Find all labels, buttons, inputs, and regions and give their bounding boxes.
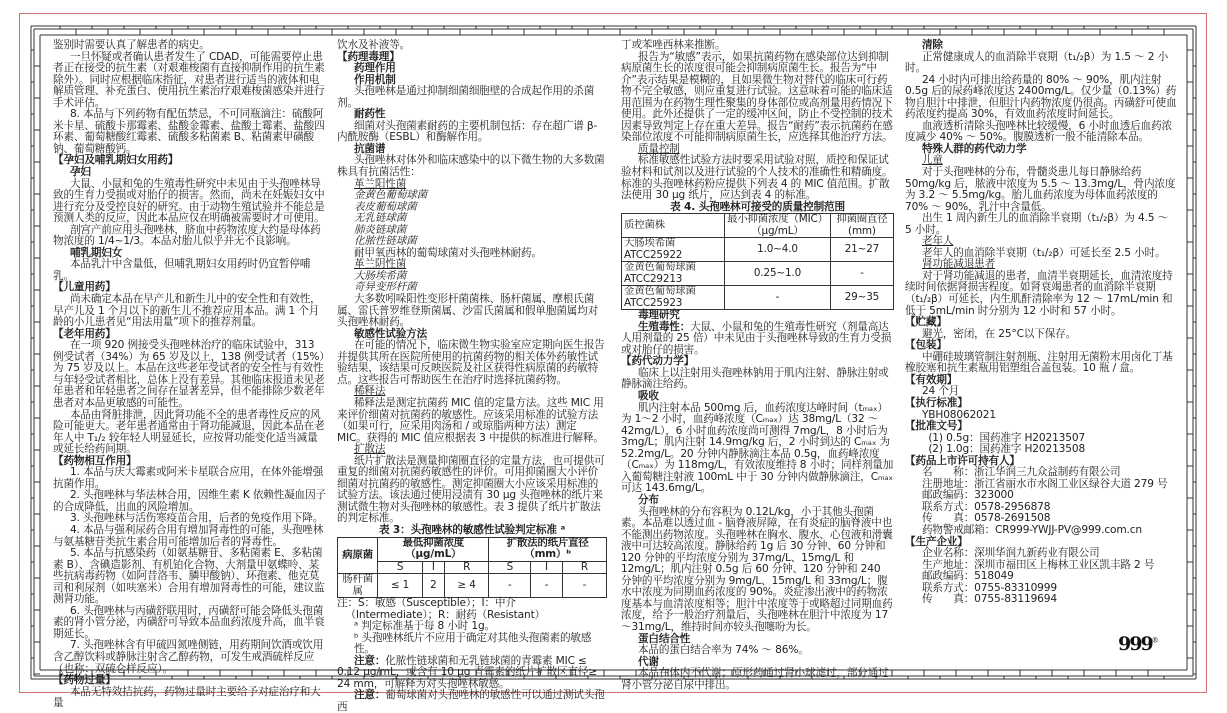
info-line: 邮政编码：518049 (921, 570, 1014, 583)
subheading: 作用机制 (353, 73, 396, 86)
info-line: 邮政编码：323000 (921, 489, 1014, 502)
paragraph: 本品乳汁中含量低，但哺乳期妇女用药时仍宜暂停哺乳。 (53, 258, 311, 282)
paragraph: 6. 头孢唑林与丙磺舒联用时，丙磺舒可能会降低头孢菌素的肾小管分泌，丙磺舒可导致本品血药浓度升高，血半衰期延长。 (53, 604, 325, 640)
underlined-subheading: 稀释法 (353, 385, 386, 398)
section-heading: 【有效期】 (905, 373, 958, 386)
section-heading: 【药物相互作用】 (53, 454, 137, 467)
info-line: 联系方式：0578-2956878 (921, 500, 1051, 513)
underlined-subheading: 扩散法 (353, 443, 386, 456)
table-cell: 大肠埃希菌 ATCC25922 (622, 238, 725, 262)
subheading: 清除 (921, 39, 943, 51)
table-3-caption: 表 3：头孢唑林的敏感性试验判定标准 ᵃ (378, 523, 566, 536)
subheader-cell: S (489, 561, 531, 574)
paragraph: 头孢唑林的分布容积为 0.12L/kg，小于其他头孢菌素。本品难以透过血 - 脑脊液屏障，在有炎症的脑脊液中也不能测出药物浓度。头孢唑林在胸水、腹水、心包液和滑囊液中可达较高浓度。静脉给药 1g 后 30 分钟、60 分钟和 120 分钟的平均浓度分别为 37mg/L、15mg/L 和 12mg/L；肌内注射 0.5g 后 60 分钟、120 分钟和 240 分钟的平均浓度分别为 9mg/L、15mg/L 和 33mg/L；腹水中浓度为同期血药浓度的 90%。炎症渗出液中的药物浓度基本与血清浓度相等；胆汁中浓度等于或略超过同期血药浓度，给予一般治疗剂量后，头孢唑林在胆汁中浓度为 17～31mg/L，维持时间亦较头孢噻吩为长。 (621, 505, 893, 633)
organism-name: 无乳链球菌 (353, 212, 407, 225)
section-heading: 【包装】 (905, 339, 947, 352)
subheading: 代谢 (637, 655, 659, 668)
table-cell: - (830, 262, 893, 286)
paragraph-text: 化脓性链球菌和无乳链球菌的青霉素 MIC ≤ 0.12 μg/mL，或含有 10 μg 青霉素的纸片扩散区直径≥ 24 mm，可解释为对头孢唑林敏感。 (337, 654, 598, 690)
info-line: 生产地址：深圳市福田区上梅林工业区凯丰路 2 号 (921, 558, 1155, 571)
paragraph: 细菌对头孢菌素耐药的主要机制包括：存在超广谱 β- 内酰胺酶（ESBL）和酶解作用。 (337, 119, 598, 144)
info-line: YBH08062021 (921, 408, 996, 421)
approval-number: (1) 0.5g：国药准字 H20213507 (928, 431, 1086, 444)
organism-name: 化脓性链球菌 (353, 235, 417, 248)
paragraph: 耐甲氧西林的葡萄球菌对头孢唑林耐药。 (353, 246, 542, 259)
underlined-subheading: 革兰阳性菌 (353, 177, 407, 190)
table-3 (337, 537, 607, 599)
header-cell: 抑菌圈直径(mm) (830, 214, 893, 238)
paragraph: 剖宫产前应用头孢唑林，脐血中药物浓度大约是母体药物浓度的 1/4~1/3。本品对胎儿似乎并无不良影响。 (53, 223, 321, 248)
subheading: 孕妇 (69, 166, 91, 179)
subheading: 药理作用 (353, 62, 396, 75)
section-heading: 【药品上市许可持有人】 (905, 454, 1020, 467)
paragraph: 5. 本品与抗感染药（如氨基糖苷、多粘菌素 E、多粘菌素 B）、含碘造影剂、有机铂化合物、大剂量甲氨蝶呤、某些抗病毒药物（如阿昔洛韦、膦甲酸钠）、环孢素、他克莫司和利尿剂（如呋塞米）合用有增加肾毒性的可能，建议监测肾功能。 (53, 547, 325, 606)
section-heading: 【生产企业】 (905, 535, 968, 548)
underlined-subheading: 质量控制 (637, 142, 680, 155)
organism-name: 奇异变形杆菌 (353, 281, 417, 294)
info-line: 联系方式：0755-83310999 (921, 581, 1057, 594)
section-heading: 【老年用药】 (53, 327, 116, 340)
column-2 (337, 40, 607, 713)
info-line: 注册地址：浙江省丽水市水阁工业区绿谷大道 279 号 (921, 477, 1168, 490)
bold-lead: 注意： (353, 689, 386, 702)
logo-text: 999 (1118, 633, 1152, 655)
paragraph: 1. 本品与庆大霉素或阿米卡星联合应用，在体外能增强抗菌作用。 (53, 466, 324, 490)
subheading: 吸收 (637, 390, 659, 403)
header-pathogen: 病原菌 (338, 537, 378, 574)
info-line: 名 称：浙江华润三九众益制药有限公司 (921, 466, 1121, 479)
table-cell: 金黄色葡萄球菌 ATCC25923 (622, 286, 725, 310)
table-header-row (622, 214, 894, 238)
paragraph: 肌内注射本品 500mg 后，血药浓度达峰时间（tₘₐₓ）为 1～2 小时，血药峰浓度（Cₘₐₓ）达 38mg/L（32 ～ 42mg/L），6 小时血药浓度尚可测得 7mg/L，8 小时后为 3mg/L；肌内注射 14.9mg/kg 后，2 小时到达的 Cₘₐₓ 为 52.2mg/L。20 分钟内静脉滴注本品 0.5g，血药峰浓度（Cₘₐₓ）为 118mg/L，有效浓度维持 8 小时；同样剂量加入葡萄糖注射液 100mL 中于 30 分钟内做静脉滴注，Cₘₐₓ 可达 143.6mg/L。 (621, 401, 894, 495)
bold-lead: 生殖毒性： (637, 320, 691, 333)
table-row (622, 262, 894, 286)
paragraph: 避光，密闭，在 25°C以下保存。 (921, 327, 1077, 340)
table-4 (621, 213, 894, 310)
paragraph: 报告为“敏感”表示，如果抗菌药物在感染部位达到抑制病原菌生长的浓度很可能会抑制病原菌生长。报告为“中介”表示结果是模糊的，且如果微生物对替代的临床可行药物不完全敏感，则应重复进行试验。这意味着可能的临床适用范围为在药物生理性聚集的身体部位或高剂量用药情况下使用。此外还提供了一定的缓冲区间，防止不受控制的技术因素导致判定上存在重大差异。报告“耐药”表示抗菌药在感染部位浓度不可能抑制病原菌生长，应选择其他治疗方法。 (621, 50, 893, 144)
table-cell: 0.25~1.0 (725, 262, 831, 286)
paragraph: 头孢唑林是通过抑制细菌细胞壁的合成起作用的杀菌剂。 (337, 85, 595, 109)
paragraph-text: 大鼠、小鼠和兔的生殖毒性研究（剂量高达人用剂量的 25 倍）中未见由于头孢唑林导致的生育力受损或对胎仔的损害。 (621, 320, 892, 356)
paragraph: 大鼠、小鼠和兔的生殖毒性研究中未见由于头孢唑林导致的生育力受损或对胎仔的损害。然而，尚未在妊娠妇女中进行充分及受控良好的研究。由于动物生殖试验并不能总是预测人类的反应，因此本品应仅在明确被需要时才可使用。 (53, 177, 325, 225)
paragraph: 尚未确定本品在早产儿和新生儿中的安全性和有效性，早产儿及 1 个月以下的新生儿不推荐应用本品。满 1 个月龄的小儿患者见“用法用量”项下的推荐剂量。 (53, 293, 321, 329)
organism-name: 肺炎链球菌 (353, 223, 407, 236)
paragraph: 本品在体内不代谢；原形药通过肾小球滤过，部分通过肾小管分泌自尿中排出。 (621, 667, 889, 691)
paragraph: 4. 本品与强利尿药合用有增加肾毒性的可能，头孢唑林与氨基糖苷类抗生素合用可能增加后者的肾毒性。 (53, 523, 324, 548)
section-heading: 【批准文号】 (905, 420, 968, 433)
table-row (622, 238, 894, 262)
info-line: 传 真：0578-2691508 (921, 512, 1051, 525)
subheader-cell: I (531, 561, 562, 574)
paragraph-continued: 丁或苯唑西林来推断。 (621, 39, 726, 51)
subheader-cell: I (422, 561, 444, 574)
subheader-cell: R (444, 561, 489, 574)
paragraph: 8. 本品与下列药物有配伍禁忌，不可同瓶滴注：硫酸阿米卡星、硫酸卡那霉素、盐酸金霉素、盐酸土霉素、盐酸四环素、葡萄糖酸红霉素、硫酸多粘菌素 B、粘菌素甲磺酸钠、葡萄糖酸钙。 (53, 108, 325, 155)
subheading: 蛋白结合性 (637, 632, 691, 645)
paragraph: 头孢唑林对体外和临床感染中的以下微生物的大多数菌株具有抗菌活性： (337, 154, 605, 179)
paragraph: 一旦怀疑或者确认患者发生了 CDAD，可能需要停止患者正在接受的抗生素（对艰难梭菌有直接抑制作用的抗生素除外）。同时应根据临床指征，对患者进行适当的液体和电解质管理、补充蛋白、使用抗生素治疗艰难梭菌感染并进行手术评估。 (53, 50, 325, 109)
table-cell: 肠杆菌属 (338, 574, 378, 598)
table-cell: - (562, 574, 606, 598)
table-cell: - (489, 574, 531, 598)
table-4-block (621, 202, 894, 311)
paragraph (337, 656, 607, 691)
table-note: 注：S：敏感（Susceptible）；I：中介（Intermediate）；R：耐药（Resistant） (337, 597, 546, 621)
underlined-subheading: 肾功能减退患者 (921, 258, 996, 271)
approval-number: (2) 1.0g：国药准字 H20213508 (928, 443, 1086, 456)
subheading: 分布 (637, 493, 659, 506)
table-row (622, 286, 894, 310)
paragraph: 24 小时内可排出给药量的 80% ～ 90%，肌内注射 0.5g 后的尿药峰浓度达 2400mg/L。仅少量（0.13%）药物自胆汁中排泄，但胆汁内药物浓度仍很高。丙磺舒可使血药浓度约提高 30%，有效血药浓度时间延长。 (905, 73, 1177, 121)
footnote: ᵃ 判定标准基于每 8 小时 1g。 (353, 620, 496, 633)
paragraph-text: 葡萄球菌对头孢唑林的敏感性可以通过测试头孢西 (337, 689, 605, 713)
table-cell: - (531, 574, 562, 598)
table-cell: 2 (422, 574, 444, 598)
paragraph: 大多数吲哚阳性变形杆菌菌株、肠杆菌属、摩根氏菌属、雷氏普罗维登斯菌属、沙雷氏菌属和假单胞菌属均对头孢唑林耐药。 (337, 293, 599, 329)
section-heading: 【药物过量】 (53, 674, 116, 687)
section-heading: 【药理毒理】 (337, 50, 400, 63)
organism-name: 大肠埃希菌 (353, 269, 407, 282)
bold-lead: 注意： (353, 654, 386, 667)
paragraph: 3. 头孢唑林与活伤寒疫苗合用，后者的免疫作用下降。 (69, 512, 324, 525)
section-heading: 【执行标准】 (905, 396, 968, 409)
subheading: 毒理研究 (637, 309, 680, 322)
underlined-subheading: 革兰阴性菌 (353, 258, 407, 271)
paragraph: 出生 1 周内新生儿的血消除半衰期（t₁/₂β）为 4.5 ～ 5 小时。 (905, 212, 1169, 236)
paragraph: 对于肾功能减退的患者，血清半衰期延长，血清浓度持续时间依据肾损害程度。如肾衰竭患者的血消除半衰期（t₁/₂β）可延长，内生肌酐清除率为 12 ～ 17mL/min 和低于 5mL/min 时分别为 12 小时和 57 小时。 (905, 269, 1173, 317)
table-cell: 金黄色葡萄球菌 ATCC29213 (622, 262, 725, 286)
subheading: 特殊人群的药代动力学 (921, 142, 1027, 155)
paragraph-continued: 鉴别时需要认真了解患者的病史。 (53, 39, 210, 51)
paragraph-continued: 饮水及补液等。 (337, 39, 411, 51)
table-cell: 29~35 (830, 286, 893, 310)
subheader-cell: S (378, 561, 423, 574)
subheading: 敏感性试验方法 (353, 327, 428, 340)
paragraph: 血液透析清除头孢唑林比较缓慢，6 小时血透后血药浓度减少 40% ～ 50%。腹膜透析一般不能清除本品。 (905, 119, 1172, 144)
info-line: 24 个月 (921, 385, 960, 398)
table-cell: - (725, 286, 831, 310)
header-cell: 最小抑菌浓度（MIC）（μg/mL） (725, 214, 831, 238)
table-header-row (338, 537, 607, 561)
table-cell: ≤ 1 (378, 574, 423, 598)
paragraph: 本品的蛋白结合率为 74% ～ 86%。 (637, 644, 809, 657)
table-3-block (337, 525, 607, 598)
organism-name: 表皮葡萄球菌 (353, 200, 417, 213)
info-line: 药物警戒邮箱：CR999-YWJJ-PV@999.com.cn (921, 523, 1142, 536)
brand-logo-999 (1118, 633, 1159, 655)
paragraph: 稀释法是测定抗菌药 MIC 值的定量方法。这些 MIC 用来评价细菌对抗菌药的敏感性。应该采用标准的试验方法（如果可行，应采用肉汤和 / 或琼脂两种方法）测定 MIC。获得的 MIC 值应根据表 3 中提供的标准进行解释。 (337, 396, 604, 444)
section-heading: 【贮藏】 (905, 316, 947, 329)
column-3 (621, 40, 894, 691)
organism-name: 金黄色葡萄球菌 (353, 189, 428, 202)
table-row (338, 574, 607, 598)
paragraph: 老年人的血消除半衰期（t₁/₂β）可延长至 2.5 小时。 (921, 246, 1166, 259)
table-cell: ≥ 4 (444, 574, 489, 598)
section-heading: 【孕妇及哺乳期妇女用药】 (53, 154, 179, 167)
paragraph: 对于头孢唑林的分布，骨髓炎患儿每日静脉给药 50mg/kg 后，脓液中浓度为 5.5 ～ 13.3mg/L，骨内浓度为 3.2 ～ 5.5mg/kg。胎儿血药浓度为母体血药浓度的 70% ～ 90%，乳汁中含量低。 (905, 166, 1176, 213)
subheading: 抗菌谱 (353, 142, 386, 155)
paragraph: 在可能的情况下，临床微生物实验室应定期向医生报告并提供其所在医院所使用的抗菌药物的相关体外药敏性试验结果，该结果可反映医院及社区获得性病原菌的药敏特点。这些报告可帮助医生在治疗时选择抗菌药物。 (337, 339, 605, 386)
footnote: ᵇ 头孢唑林纸片不应用于确定对其他头孢菌素的敏感性。 (353, 631, 592, 656)
header-mic: 最低抑菌浓度（μg/mL） (378, 537, 489, 561)
subheading: 耐药性 (353, 108, 386, 121)
section-heading: 【儿童用药】 (53, 281, 116, 294)
column-4 (905, 40, 1177, 606)
paragraph: 2. 头孢唑林与华法林合用，因维生素 K 依赖性凝血因子的合成降低，出血的风险增加。 (53, 489, 326, 513)
underlined-subheading: 老年人 (921, 235, 954, 248)
underlined-subheading: 儿童 (921, 154, 943, 167)
table-cell: 1.0~4.0 (725, 238, 831, 262)
section-heading: 【药代动力学】 (621, 355, 695, 368)
paragraph: 正常健康成人的血消除半衰期（t₁/₂β）为 1.5 ～ 2 小时。 (905, 50, 1169, 75)
paragraph (621, 322, 894, 357)
header-cell: 质控菌株 (622, 214, 725, 238)
paragraph: 在一项 920 例接受头孢唑林治疗的临床试验中，313 例受试者（34%）为 65 岁及以上，138 例受试者（15%）为 75 岁及以上。本品在这些老年受试者的安全性与有效性与年轻受试者相比，总体上没有差异。其他临床报道未见老年患者和年轻患者之间存在显著差异，但不能排除少数老年患者对本品更敏感的可能性。 (53, 339, 325, 409)
paragraph: 中硼硅玻璃管制注射剂瓶、注射用无菌粉末用卤化丁基橡胶塞和抗生素瓶用铝塑组合盖包装。10 瓶 / 盒。 (905, 350, 1173, 375)
paragraph: 本品由肾脏排泄，因此肾功能不全的患者毒性反应的风险可能更大。老年患者通常由于肾功能减退，因此本品在老年人中 T₁/₂ 较年轻人明显延长，应按肾功能变化适当减量或延长给药间期。 (53, 408, 325, 456)
table-subheader-row (338, 561, 607, 574)
registered-mark: ® (1151, 636, 1159, 645)
paragraph: 标准敏感性试验方法时要采用试验对照，质控和保证试验材料和试剂以及进行试验的个人技术的准确性和精确度。标准的头孢唑林药粉应提供下列表 4 的 MIC 值范围。扩散法使用 30 μg 纸片，应达到表 4 的标准。 (621, 154, 893, 202)
info-line: 企业名称：深圳华润九新药业有限公司 (921, 547, 1100, 560)
subheader-cell: R (562, 561, 606, 574)
header-disk: 扩散法的纸片直径（mm）ᵇ (489, 537, 607, 561)
paragraph: 本品无特效拮抗药，药物过量时主要给予对症治疗和大量 (53, 685, 321, 710)
paragraph: 纸片扩散法是测量抑菌圈直径的定量方法，也可提供可重复的细菌对抗菌药敏感性的评价。可用抑菌圈大小评价细菌对抗菌药的敏感性。测定抑菌圈大小应该采用标准的试验方法。该法通过使用浸渍有 30 μg 头孢唑林的纸片来测试微生物对头孢唑林的敏感性。表 3 提供了纸片扩散法的判定标准。 (337, 454, 605, 525)
paragraph: 7. 头孢唑林含有甲硫四氮唑侧链，用药期间饮酒或饮用含乙醇饮料或静脉注射含乙醇药物，可发生戒酒硫样反应（也称：双硫仑样反应）。 (53, 639, 324, 675)
info-line: 传 真：0755-83119694 (921, 593, 1057, 606)
table-cell: 21~27 (830, 238, 893, 262)
table-4-caption: 表 4. 头孢唑林可接受的质量控制范围 (670, 200, 845, 213)
paragraph (337, 690, 607, 713)
column-1 (53, 40, 327, 710)
subheading: 哺乳期妇女 (69, 246, 123, 259)
paragraph: 临床上以注射用头孢唑林钠用于肌内注射、静脉注射或静脉滴注给药。 (621, 366, 889, 391)
